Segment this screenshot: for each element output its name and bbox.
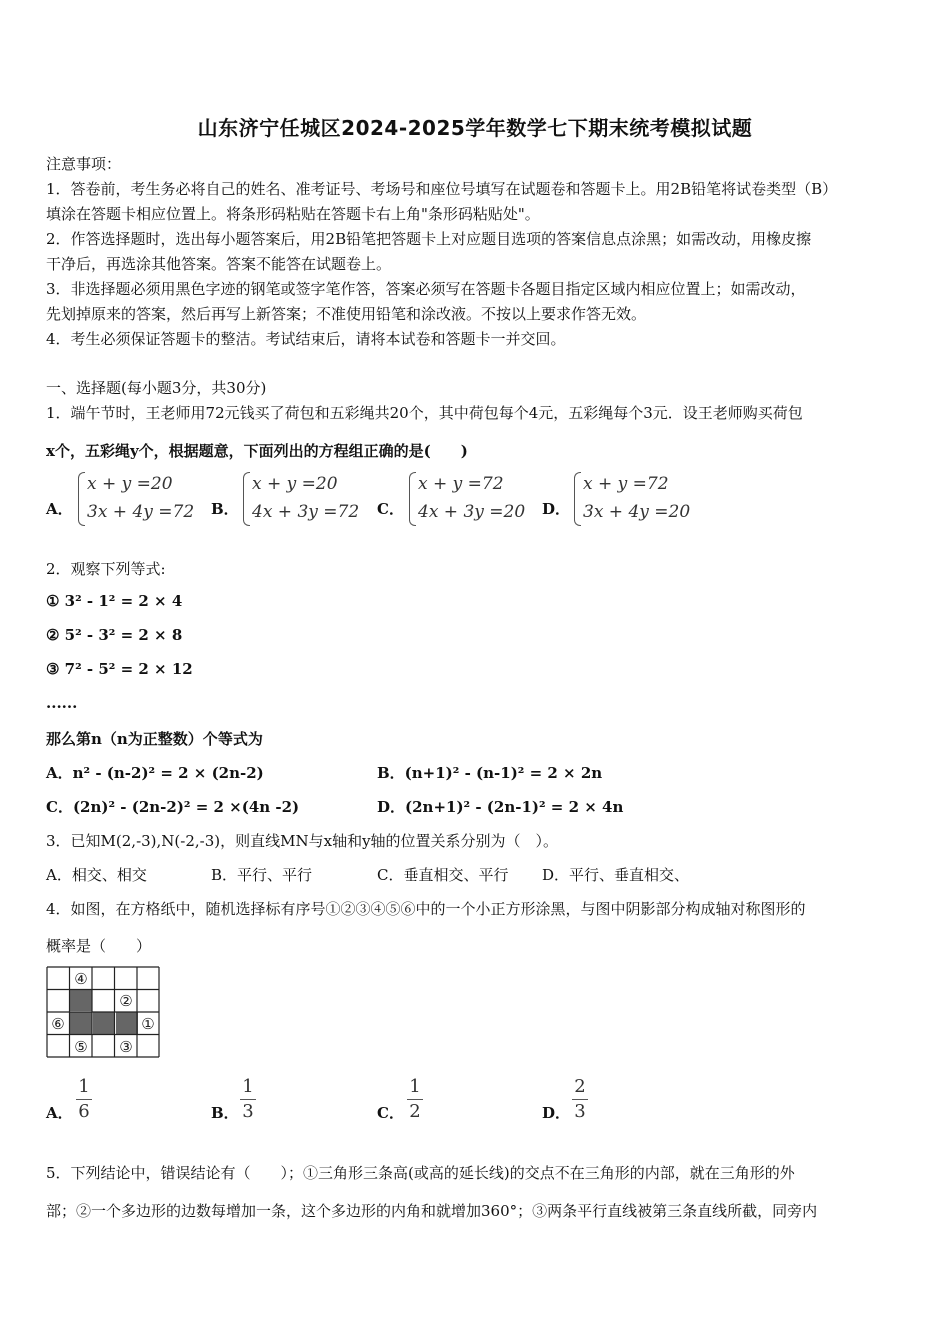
option-c: C．垂直相交、平行 [377,866,509,884]
equation-system-c [409,470,529,528]
equation-system-a [78,470,198,528]
option-a: A．n² - (n-2)² = 2 × (2n-2) [46,764,264,782]
denominator: 6 [78,1101,90,1122]
fraction [76,1076,92,1123]
question-1-text: x个，五彩绳y个，根据题意，下面列出的方程组正确的是( ) [46,442,468,460]
grid-label-2: ② [119,992,133,1010]
option-label: B． [211,1104,239,1122]
equation: 3x + 4y =72 [87,502,195,522]
option-a: A．相交、相交 [46,866,147,884]
page-title: 山东济宁任城区2024-2025学年数学七下期末统考模拟试题 [197,116,753,140]
numerator: 2 [574,1076,586,1097]
numerator: 1 [409,1076,421,1097]
option-label: C． [377,500,404,518]
option-label: D． [542,1104,571,1122]
brace-shape [78,472,85,526]
denominator: 3 [242,1101,254,1122]
notice-heading: 注意事项： [46,155,122,173]
denominator: 2 [409,1101,421,1122]
equation: x + y =20 [87,474,173,494]
numerator: 1 [242,1076,254,1097]
equation-line: ① 3² - 1² = 2 × 4 [46,592,183,610]
fraction-bar [76,1099,92,1100]
option-b: B．(n+1)² - (n-1)² = 2 × 2n [377,764,603,782]
grid-label-1: ① [141,1015,155,1033]
fraction [240,1076,256,1123]
question-4-text: 4．如图，在方格纸中，随机选择标有序号①②③④⑤⑥中的一个小正方形涂黑，与图中阴影部分构成轴对称图形的 [46,900,806,918]
equation: x + y =72 [418,474,504,494]
shaded-square [93,1012,115,1034]
grid-label-3: ③ [119,1038,133,1056]
brace-shape [574,472,581,526]
numerator: 1 [78,1076,90,1097]
option-b: B．平行、平行 [211,866,313,884]
question-5-text: 部；②一个多边形的边数每增加一条，这个多边形的内角和就增加360°；③两条平行直线被第三条直线所截，同旁内 [46,1202,818,1220]
equation: 4x + 3y =20 [418,502,526,522]
shaded-square [70,989,92,1011]
notice-line: 2．作答选择题时，选出每小题答案后，用2B铅笔把答题卡上对应题目选项的答案信息点涂黑；如需改动，用橡皮擦 [46,230,812,248]
ellipsis: ...... [46,694,78,712]
brace-shape [409,472,416,526]
grid-label-5: ⑤ [74,1038,88,1056]
fraction-bar [572,1099,588,1100]
equation: 4x + 3y =72 [252,502,360,522]
section-heading: 一、选择题(每小题3分，共30分) [46,379,267,397]
notice-line: 填涂在答题卡相应位置上。将条形码粘贴在答题卡右上角"条形码粘贴处"。 [46,205,540,223]
question-3-text: 3．已知M(2,-3),N(-2,-3)，则直线MN与x轴和y轴的位置关系分别为（ ）。 [46,832,559,850]
square-grid-figure [46,966,162,1058]
question-2-ask: 那么第n（n为正整数）个等式为 [46,730,263,748]
brace-shape [243,472,250,526]
question-1-text: 1．端午节时，王老师用72元钱买了荷包和五彩绳共20个，其中荷包每个4元，五彩绳每个3元．设王老师购买荷包 [46,404,803,422]
denominator: 3 [574,1101,586,1122]
grid-label-4: ④ [74,970,88,988]
equation-system-d [574,470,694,528]
option-label: B． [211,500,239,518]
question-4-text: 概率是（ ） [46,937,152,955]
shaded-square [70,1012,92,1034]
grid-label-6: ⑥ [51,1015,65,1033]
option-d: D．平行、垂直相交、 [542,866,690,884]
fraction-bar [240,1099,256,1100]
option-label: D． [542,500,571,518]
shaded-square [116,1012,138,1034]
option-label: C． [377,1104,404,1122]
option-label: A． [46,500,73,518]
equation-system-b [243,470,363,528]
notice-line: 先划掉原来的答案，然后再写上新答案；不准使用铅笔和涂改液。不按以上要求作答无效。 [46,305,647,323]
notice-line: 3．非选择题必须用黑色字迹的钢笔或签字笔作答，答案必须写在答题卡各题目指定区域内相应位置上；如需改动， [46,280,806,298]
equation: x + y =20 [252,474,338,494]
option-label: A． [46,1104,73,1122]
notice-line: 1．答卷前，考生务必将自己的姓名、准考证号、考场号和座位号填写在试题卷和答题卡上。用2B铅笔将试卷类型（B） [46,180,838,198]
fraction-bar [407,1099,423,1100]
equation-line: ② 5² - 3² = 2 × 8 [46,626,183,644]
option-c: C．(2n)² - (2n-2)² = 2 ×(4n -2) [46,798,300,816]
notice-line: 干净后，再选涂其他答案。答案不能答在试题卷上。 [46,255,392,273]
grid-lines [47,967,159,1057]
equation-line: ③ 7² - 5² = 2 × 12 [46,660,193,678]
equation: x + y =72 [583,474,669,494]
fraction [407,1076,423,1123]
fraction [572,1076,588,1123]
notice-line: 4．考生必须保证答题卡的整洁。考试结束后，请将本试卷和答题卡一并交回。 [46,330,566,348]
question-2-text: 2．观察下列等式: [46,560,166,578]
option-d: D．(2n+1)² - (2n-1)² = 2 × 4n [377,798,624,816]
question-5-text: 5．下列结论中，错误结论有（ ）；①三角形三条高(或高的延长线)的交点不在三角形的内部，就在三角形的外 [46,1164,795,1182]
equation: 3x + 4y =20 [583,502,691,522]
